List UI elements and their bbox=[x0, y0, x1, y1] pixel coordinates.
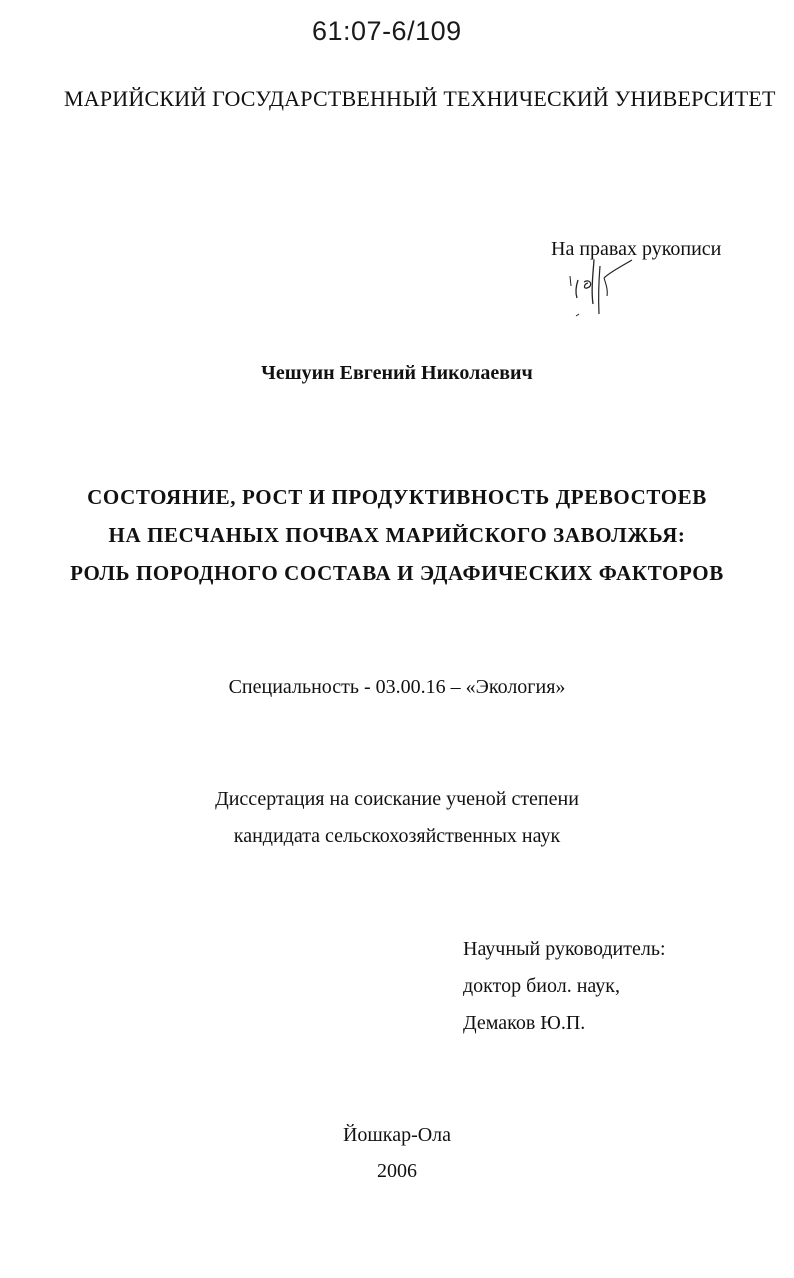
dissertation-line-2: кандидата сельскохозяйственных наук bbox=[233, 825, 561, 847]
university-name: МАРИЙСКИЙ ГОСУДАРСТВЕННЫЙ ТЕХНИЧЕСКИЙ УНИВЕРСИТЕТ bbox=[64, 86, 776, 111]
author-name: Чешуин Евгений Николаевич bbox=[261, 362, 533, 384]
title-line-3: РОЛЬ ПОРОДНОГО СОСТАВА И ЭДАФИЧЕСКИХ ФАКТОРОВ bbox=[70, 561, 724, 585]
manuscript-note: На правах рукописи bbox=[551, 238, 722, 260]
advisor-degree: доктор биол. наук, bbox=[463, 975, 620, 997]
advisor-label: Научный руководитель: bbox=[463, 938, 666, 960]
dissertation-line-1: Диссертация на соискание ученой степени bbox=[215, 788, 579, 810]
specialty: Специальность - 03.00.16 – «Экология» bbox=[228, 676, 566, 698]
catalog-code: 61:07-6/109 bbox=[312, 16, 462, 46]
year: 2006 bbox=[377, 1160, 417, 1182]
title-line-2: НА ПЕСЧАНЫХ ПОЧВАХ МАРИЙСКОГО ЗАВОЛЖЬЯ: bbox=[108, 523, 686, 547]
advisor-name: Демаков Ю.П. bbox=[463, 1012, 586, 1034]
signature-icon bbox=[560, 252, 640, 324]
title-line-1: СОСТОЯНИЕ, РОСТ И ПРОДУКТИВНОСТЬ ДРЕВОСТОЕВ bbox=[87, 485, 707, 509]
city: Йошкар-Ола bbox=[342, 1124, 452, 1146]
